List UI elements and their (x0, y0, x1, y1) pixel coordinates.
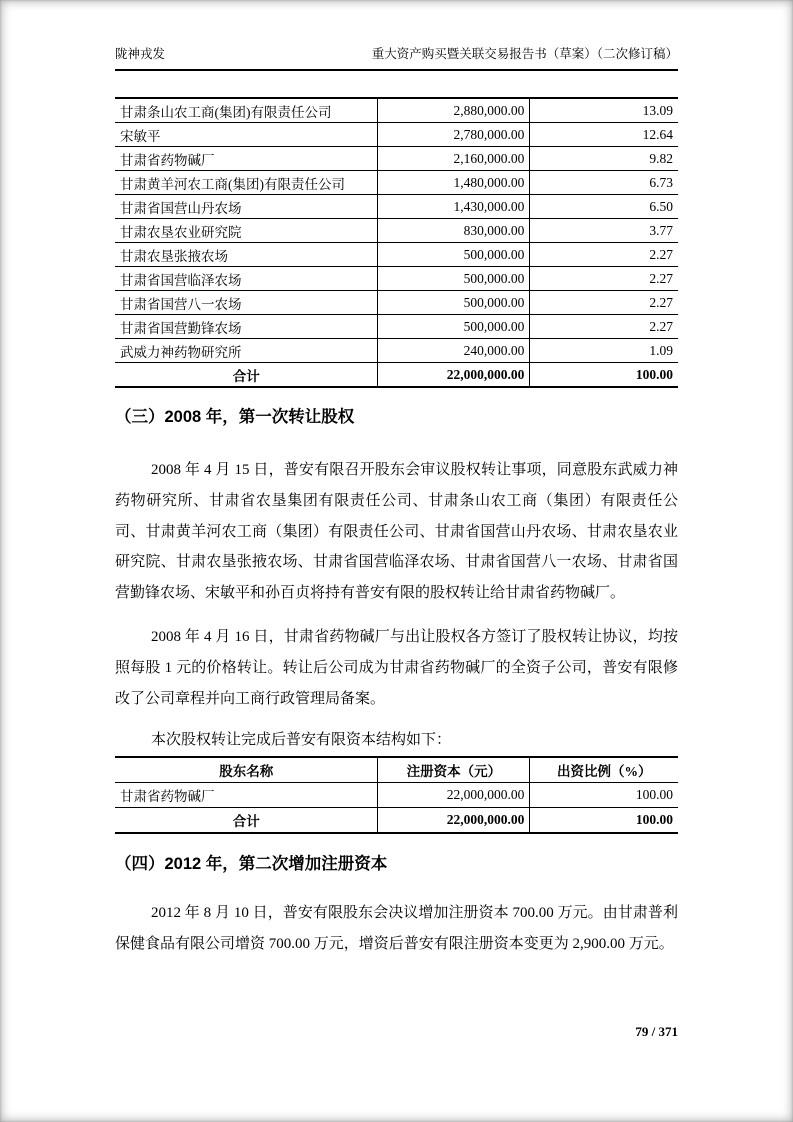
column-header-ratio: 出资比例（%） (530, 757, 678, 783)
shareholder-name-cell: 甘肃省国营山丹农场 (115, 195, 378, 219)
page-number: 79 / 371 (635, 1024, 678, 1039)
table-row (115, 267, 678, 291)
table-row (115, 315, 678, 339)
total-capital-cell: 22,000,000.00 (378, 363, 530, 388)
table-row (115, 147, 678, 171)
table-row (115, 339, 678, 363)
shareholder-name-cell: 武威力神药物研究所 (115, 339, 378, 363)
capital-cell: 1,480,000.00 (378, 171, 530, 195)
paragraph: 2008 年 4 月 16 日，甘肃省药物碱厂与出让股权各方签订了股权转让协议，均按照每股 1 元的价格转让。转让后公司成为甘肃省药物碱厂的全资子公司，普安有限修改了公司章程并向工商行政管理局备案。 (115, 628, 678, 707)
total-ratio-cell: 100.00 (530, 808, 678, 834)
capital-cell: 500,000.00 (378, 291, 530, 315)
table-row (115, 783, 678, 808)
capital-cell: 830,000.00 (378, 219, 530, 243)
capital-cell: 2,160,000.00 (378, 147, 530, 171)
capital-structure-table (115, 756, 678, 834)
shareholder-name-cell: 甘肃条山农工商(集团)有限责任公司 (115, 98, 378, 123)
capital-cell: 500,000.00 (378, 315, 530, 339)
capital-cell: 1,430,000.00 (378, 195, 530, 219)
table-intro-text: 本次股权转让完成后普安有限资本结构如下： (151, 732, 452, 749)
ratio-cell: 2.27 (530, 243, 678, 267)
table-row (115, 171, 678, 195)
header-report-title: 重大资产购买暨关联交易报告书（草案）（二次修订稿） (371, 47, 678, 61)
shareholder-name-cell: 甘肃省药物碱厂 (115, 783, 378, 808)
shareholder-name-cell: 甘肃省国营八一农场 (115, 291, 378, 315)
ratio-cell: 2.27 (530, 315, 678, 339)
capital-cell: 22,000,000.00 (378, 783, 530, 808)
table-row (115, 98, 678, 123)
shareholder-name-cell: 宋敏平 (115, 123, 378, 147)
column-header-capital: 注册资本（元） (378, 757, 530, 783)
table-row (115, 243, 678, 267)
document-header (115, 0, 678, 71)
ratio-cell: 12.64 (530, 123, 678, 147)
shareholder-name-cell: 甘肃农垦农业研究院 (115, 219, 378, 243)
table-row (115, 195, 678, 219)
shareholder-name-cell: 甘肃省国营临泽农场 (115, 267, 378, 291)
total-label-cell: 合计 (115, 808, 378, 834)
ratio-cell: 2.27 (530, 267, 678, 291)
capital-cell: 2,880,000.00 (378, 98, 530, 123)
shareholder-name-cell: 甘肃省国营勤锋农场 (115, 315, 378, 339)
ratio-cell: 3.77 (530, 219, 678, 243)
total-label-cell: 合计 (115, 363, 378, 388)
ratio-cell: 1.09 (530, 339, 678, 363)
capital-cell: 500,000.00 (378, 243, 530, 267)
header-company-short-name: 陇神戎发 (115, 47, 166, 61)
document-page (115, 0, 678, 960)
table-row (115, 123, 678, 147)
ratio-cell: 13.09 (530, 98, 678, 123)
column-header-shareholder: 股东名称 (115, 757, 378, 783)
ratio-cell: 6.73 (530, 171, 678, 195)
ratio-cell: 100.00 (530, 783, 678, 808)
ratio-cell: 9.82 (530, 147, 678, 171)
capital-cell: 2,780,000.00 (378, 123, 530, 147)
capital-cell: 240,000.00 (378, 339, 530, 363)
paragraph: 2012 年 8 月 10 日，普安有限股东会决议增加注册资本 700.00 万元。由甘肃普利保健食品有限公司增资 700.00 万元，增资后普安有限注册资本变更为 2,900.00 万元。 (115, 905, 678, 952)
shareholder-name-cell: 甘肃农垦张掖农场 (115, 243, 378, 267)
table-header-row (115, 757, 678, 783)
paragraph: 2008 年 4 月 15 日，普安有限召开股东会审议股权转让事项，同意股东武威力神药物研究所、甘肃省农垦集团有限责任公司、甘肃条山农工商（集团）有限责任公司、甘肃黄羊河农工商（集团）有限责任公司、甘肃省国营山丹农场、甘肃农垦农业研究院、甘肃农垦张掖农场、甘肃省国营临泽农场、甘肃省国营八一农场、甘肃省国营勤锋农场、宋敏平和孙百贞将持有普安有限的股权转让给甘肃省药物碱厂。 (115, 462, 678, 602)
total-ratio-cell: 100.00 (530, 363, 678, 388)
table-total-row (115, 363, 678, 388)
shareholder-name-cell: 甘肃黄羊河农工商(集团)有限责任公司 (115, 171, 378, 195)
capital-cell: 500,000.00 (378, 267, 530, 291)
shareholder-name-cell: 甘肃省药物碱厂 (115, 147, 378, 171)
table-row (115, 291, 678, 315)
section-heading-three: （三）2008 年，第一次转让股权 (115, 408, 355, 426)
ratio-cell: 2.27 (530, 291, 678, 315)
total-capital-cell: 22,000,000.00 (378, 808, 530, 834)
section-heading-four: （四）2012 年，第二次增加注册资本 (115, 855, 388, 874)
table-row (115, 219, 678, 243)
table-total-row (115, 808, 678, 834)
shareholder-structure-table (115, 97, 678, 388)
ratio-cell: 6.50 (530, 195, 678, 219)
